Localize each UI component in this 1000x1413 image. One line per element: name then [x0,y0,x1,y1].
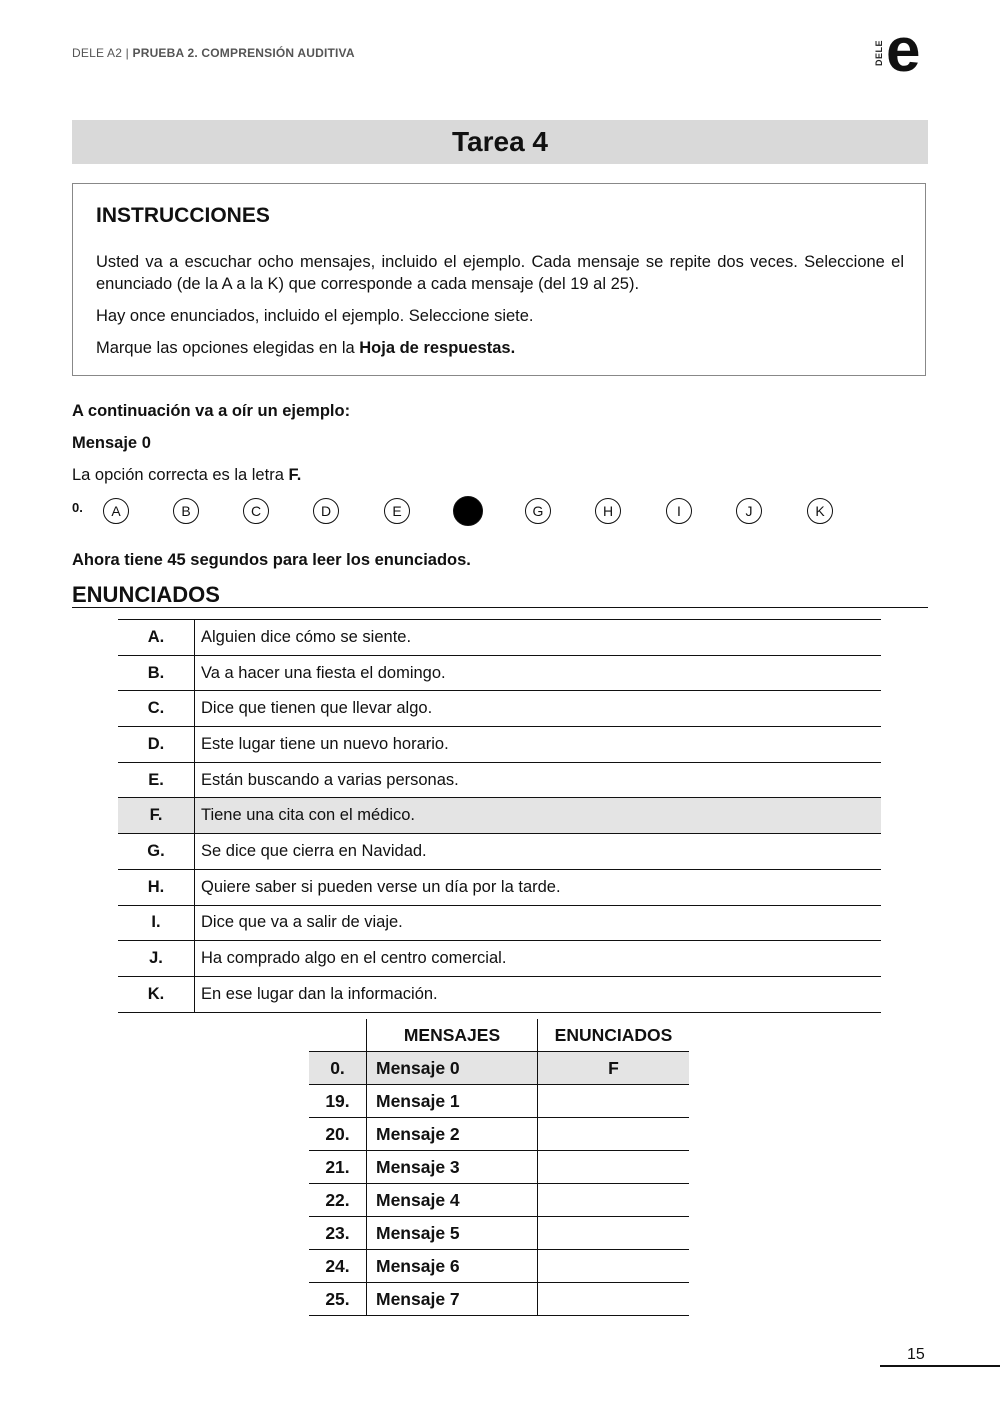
instructions-p3-bold: Hoja de respuestas. [359,339,516,357]
enunciado-letter: I. [118,905,195,941]
answer-number: 0. [309,1052,367,1085]
page-number: 15 [907,1346,925,1363]
answer-number: 19. [309,1085,367,1118]
option-f-circle-selected[interactable] [453,496,483,526]
enunciado-text: Se dice que cierra en Navidad. [195,834,882,870]
answer-number: 23. [309,1217,367,1250]
example-answer [72,466,301,485]
answer-cell[interactable] [538,1118,690,1151]
logo-letter: e [886,16,921,85]
option-i-circle[interactable]: I [666,498,692,524]
enunciado-letter: G. [118,834,195,870]
answer-number: 24. [309,1250,367,1283]
enunciado-text: Están buscando a varias personas. [195,762,882,798]
answer-message: Mensaje 6 [367,1250,538,1283]
enunciados-divider [72,607,928,608]
answer-message: Mensaje 2 [367,1118,538,1151]
enunciado-row-e [118,762,881,798]
instructions-paragraph-2: Hay once enunciados, incluido el ejemplo. Seleccione siete. [96,307,534,325]
answer-message: Mensaje 7 [367,1283,538,1316]
enunciado-letter: C. [118,691,195,727]
option-c-circle[interactable]: C [243,498,269,524]
enunciado-row-a [118,620,881,656]
answer-header-mensajes: MENSAJES [367,1019,538,1052]
page-header [72,46,355,60]
option-e-circle[interactable]: E [384,498,410,524]
enunciados-table [118,619,881,1013]
enunciado-letter: J. [118,941,195,977]
enunciado-text: Quiere saber si pueden verse un día por la tarde. [195,869,882,905]
logo-tag: DELE [874,40,884,67]
option-j-circle[interactable]: J [736,498,762,524]
instructions-p3-prefix: Marque las opciones elegidas en la [96,339,360,357]
enunciado-letter: D. [118,727,195,763]
enunciado-row-h [118,869,881,905]
time-note: Ahora tiene 45 segundos para leer los enunciados. [72,551,471,569]
answer-cell[interactable] [538,1184,690,1217]
answer-message: Mensaje 1 [367,1085,538,1118]
option-d-circle[interactable]: D [313,498,339,524]
answer-row-21 [309,1151,689,1184]
answer-number: 22. [309,1184,367,1217]
example-label: Mensaje 0 [72,434,151,452]
enunciado-letter: H. [118,869,195,905]
enunciado-row-d [118,727,881,763]
answer-row-20 [309,1118,689,1151]
enunciado-text: Va a hacer una fiesta el domingo. [195,655,882,691]
dele-logo [874,16,930,86]
example-row-label: 0. [72,500,83,515]
enunciado-row-f-example [118,798,881,834]
enunciado-text: Ha comprado algo en el centro comercial. [195,941,882,977]
enunciado-letter: K. [118,976,195,1012]
example-intro: A continuación va a oír un ejemplo: [72,402,351,420]
answer-row-19 [309,1085,689,1118]
answer-message: Mensaje 4 [367,1184,538,1217]
instructions-heading: INSTRUCCIONES [96,204,270,227]
enunciado-letter: E. [118,762,195,798]
enunciado-text: En ese lugar dan la información. [195,976,882,1012]
option-h-circle[interactable]: H [595,498,621,524]
enunciado-row-k [118,976,881,1012]
enunciado-letter: F. [118,798,195,834]
answer-cell[interactable] [538,1250,690,1283]
instructions-paragraph-1: Usted va a escuchar ocho mensajes, incluido el ejemplo. Cada mensaje se repite dos veces. Seleccione el enunciado (de la A a la K) que corresponde a cada mensaje (del 19 al 25). [96,253,904,293]
answer-table [309,1019,689,1316]
answer-row-23 [309,1217,689,1250]
option-g-circle[interactable]: G [525,498,551,524]
answer-message: Mensaje 5 [367,1217,538,1250]
instructions-box [72,183,926,376]
exam-name: DELE A2 [72,46,123,60]
answer-number: 25. [309,1283,367,1316]
answer-message: Mensaje 0 [367,1052,538,1085]
answer-cell[interactable] [538,1217,690,1250]
enunciados-heading: ENUNCIADOS [72,582,220,607]
enunciado-text: Dice que va a salir de viaje. [195,905,882,941]
answer-table-header [309,1019,689,1052]
example-options-row [72,496,872,526]
answer-row-example [309,1052,689,1085]
example-answer-prefix: La opción correcta es la letra [72,466,289,484]
answer-header-blank [309,1019,367,1052]
enunciado-text: Alguien dice cómo se siente. [195,620,882,656]
option-k-circle[interactable]: K [807,498,833,524]
answer-cell[interactable] [538,1085,690,1118]
answer-message: Mensaje 3 [367,1151,538,1184]
enunciado-text: Dice que tienen que llevar algo. [195,691,882,727]
enunciado-letter: A. [118,620,195,656]
answer-row-22 [309,1184,689,1217]
enunciado-row-i [118,905,881,941]
answer-header-enunciados: ENUNCIADOS [554,1024,673,1045]
header-separator: | [122,46,133,60]
answer-cell[interactable] [538,1151,690,1184]
enunciado-letter: B. [118,655,195,691]
option-b-circle[interactable]: B [173,498,199,524]
answer-cell[interactable] [538,1283,690,1316]
section-name: PRUEBA 2. COMPRENSIÓN AUDITIVA [132,46,355,60]
example-answer-letter: F. [288,466,302,484]
answer-number: 21. [309,1151,367,1184]
answer-cell: F [538,1052,690,1085]
enunciado-row-j [118,941,881,977]
enunciado-text: Tiene una cita con el médico. [195,798,882,834]
page-number-rule [880,1365,1000,1367]
answer-number: 20. [309,1118,367,1151]
enunciado-text: Este lugar tiene un nuevo horario. [195,727,882,763]
answer-row-24 [309,1250,689,1283]
instructions-paragraph-3 [96,337,904,359]
enunciado-row-b [118,655,881,691]
task-title: Tarea 4 [452,126,548,157]
answer-row-25 [309,1283,689,1316]
task-title-bar [72,120,928,164]
option-a-circle[interactable]: A [103,498,129,524]
enunciado-row-g [118,834,881,870]
enunciado-row-c [118,691,881,727]
